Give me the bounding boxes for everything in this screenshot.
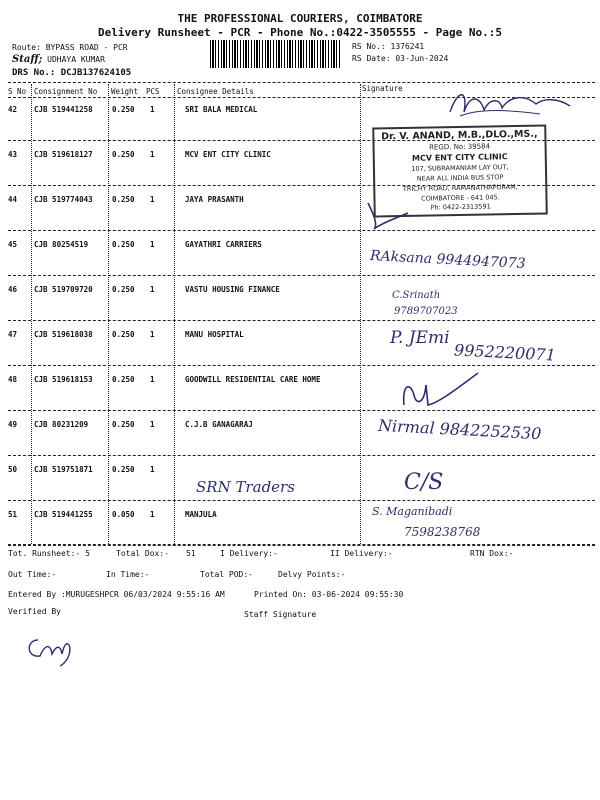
row-separator: [8, 230, 595, 231]
row-weight: 0.250: [112, 420, 135, 429]
row-consignee: MANU HOSPITAL: [185, 330, 244, 339]
row-pcs: 1: [150, 105, 155, 114]
row-separator: [8, 275, 595, 276]
col-divider: [174, 84, 175, 544]
row-consignment-no: CJB 519751871: [34, 465, 93, 474]
row-weight: 0.250: [112, 150, 135, 159]
row-consignee: GOODWILL RESIDENTIAL CARE HOME: [185, 375, 321, 384]
col-weight: Weight: [111, 87, 139, 96]
col-sno: S No: [8, 87, 27, 96]
rtn-dox: RTN Dox:-: [470, 549, 514, 558]
row-consignment-no: CJB 519618038: [34, 330, 93, 339]
row-consignment-no: CJB 80254519: [34, 240, 89, 249]
total-pod: Total POD:-: [200, 570, 253, 579]
verified-signature: [20, 628, 90, 668]
rs-number: RS No.: 1376241: [352, 42, 425, 51]
stamp-line: Dr. V. ANAND, M.B.,DLO.,MS.,: [381, 128, 538, 143]
drs-number: DRS No.: DCJB137624105: [12, 68, 132, 78]
row-pcs: 1: [150, 195, 155, 204]
printed-on: Printed On: 03-06-2024 09:55:30: [254, 590, 404, 599]
signature-row42: [440, 84, 590, 124]
tot-runsheet: Tot. Runsheet:- 5: [8, 549, 90, 558]
footer-rule: [8, 544, 595, 545]
row-pcs: 1: [150, 150, 155, 159]
entered-by: Entered By :MURUGESHPCR 06/03/2024 9:55:16 AM: [8, 590, 225, 599]
handwriting-row50-note: SRN Traders: [196, 478, 295, 496]
route: Route: BYPASS ROAD - PCR: [12, 43, 128, 52]
row-weight: 0.250: [112, 195, 135, 204]
row-pcs: 1: [150, 240, 155, 249]
handwriting-row49: Nirmal 9842252530: [377, 415, 542, 444]
total-dox-value: 51: [186, 549, 196, 558]
delvy-points: Delvy Points:-: [278, 570, 346, 579]
signature-row48: [398, 365, 488, 415]
row-separator: [8, 500, 595, 501]
col-signature: Signature: [362, 84, 403, 93]
row-sno: 50: [8, 465, 18, 474]
row-separator: [8, 545, 595, 546]
staff: [12, 54, 105, 65]
header-top-rule: [8, 82, 595, 83]
barcode: [210, 40, 342, 68]
row-pcs: 1: [150, 330, 155, 339]
row-weight: 0.250: [112, 240, 135, 249]
rs-date: RS Date: 03-Jun-2024: [352, 54, 449, 63]
row-separator: [8, 410, 595, 411]
stamp-line: REGD. No: 39584: [429, 142, 491, 152]
stamp-line: TRICHY ROAD, RAMANATHAPURAM,: [402, 182, 518, 193]
col-divider: [108, 84, 109, 544]
handwriting-row51-phone: 7598238768: [404, 525, 481, 539]
row-consignment-no: CJB 519709720: [34, 285, 93, 294]
row-pcs: 1: [150, 375, 155, 384]
row-consignment-no: CJB 519618153: [34, 375, 93, 384]
row-consignment-no: CJB 519441255: [34, 510, 93, 519]
col-divider: [360, 84, 361, 544]
total-dox: Total Dox:-: [116, 549, 169, 558]
row-weight: 0.050: [112, 510, 135, 519]
row-consignment-no: CJB 80231209: [34, 420, 89, 429]
row-sno: 48: [8, 375, 18, 384]
in-time: In Time:-: [106, 570, 150, 579]
stamp-line: Ph: 0422-2313591: [430, 202, 491, 212]
col-pcs: PCS: [146, 87, 160, 96]
handwriting-row51-name: S. Maganibadi: [372, 505, 453, 518]
row-consignee: GAYATHRI CARRIERS: [185, 240, 262, 249]
stamp-line: NEAR ALL INDIA BUS STOP: [416, 173, 504, 183]
row-consignee: VASTU HOUSING FINANCE: [185, 285, 280, 294]
row-sno: 44: [8, 195, 18, 204]
row-sno: 45: [8, 240, 18, 249]
col-consignee: Consignee Details: [177, 87, 254, 96]
handwriting-row47-name: P. JEmi: [390, 328, 450, 348]
row-weight: 0.250: [112, 105, 135, 114]
col-divider: [31, 84, 32, 544]
handwriting-row47-phone: 9952220071: [453, 340, 557, 365]
handwriting-row46-name: C.Srinath: [392, 290, 441, 301]
row-sno: 47: [8, 330, 18, 339]
staff-label: Staff;: [12, 54, 43, 65]
row-weight: 0.250: [112, 375, 135, 384]
row-consignee: SRI BALA MEDICAL: [185, 105, 258, 114]
row-consignee: MANJULA: [185, 510, 217, 519]
row-weight: 0.250: [112, 465, 135, 474]
row-consignee: C.J.B GANAGARAJ: [185, 420, 253, 429]
row-sno: 51: [8, 510, 18, 519]
stamp-line: 107, SUBRAMANIAM LAY OUT,: [411, 163, 509, 173]
i-delivery: I Delivery:-: [220, 549, 278, 558]
staff-signature: Staff Signature: [244, 610, 317, 619]
verified-by: Verified By: [8, 607, 61, 616]
col-consignment: Consignment No: [34, 87, 98, 96]
row-consignee: JAYA PRASANTH: [185, 195, 244, 204]
ii-delivery: II Delivery:-: [330, 549, 393, 558]
row-pcs: 1: [150, 465, 155, 474]
row-separator: [8, 320, 595, 321]
staff-name: UDHAYA KUMAR: [47, 55, 105, 64]
row-weight: 0.250: [112, 330, 135, 339]
row-pcs: 1: [150, 420, 155, 429]
row-sno: 42: [8, 105, 18, 114]
row-consignee: MCV ENT CITY CLINIC: [185, 150, 271, 159]
row-sno: 49: [8, 420, 18, 429]
row-sno: 46: [8, 285, 18, 294]
signature-row44: [364, 195, 414, 235]
row-weight: 0.250: [112, 285, 135, 294]
row-pcs: 1: [150, 510, 155, 519]
handwriting-row50-sign: C/S: [404, 470, 444, 495]
row-separator: [8, 365, 595, 366]
out-time: Out Time:-: [8, 570, 57, 579]
row-consignment-no: CJB 519618127: [34, 150, 93, 159]
company-title: THE PROFESSIONAL COURIERS, COIMBATORE: [177, 12, 423, 25]
row-separator: [8, 455, 595, 456]
stamp-line: COIMBATORE - 641 045.: [421, 193, 500, 203]
handwriting-row45: RAksana 9944947073: [369, 247, 526, 273]
stamp-line: MCV ENT CITY CLINIC: [411, 152, 508, 163]
row-sno: 43: [8, 150, 18, 159]
row-consignment-no: CJB 519441258: [34, 105, 93, 114]
row-pcs: 1: [150, 285, 155, 294]
runsheet-subtitle: Delivery Runsheet - PCR - Phone No.:0422-3505555 - Page No.:5: [98, 26, 502, 39]
row-consignment-no: CJB 519774043: [34, 195, 93, 204]
handwriting-row46-phone: 9789707023: [394, 306, 458, 317]
